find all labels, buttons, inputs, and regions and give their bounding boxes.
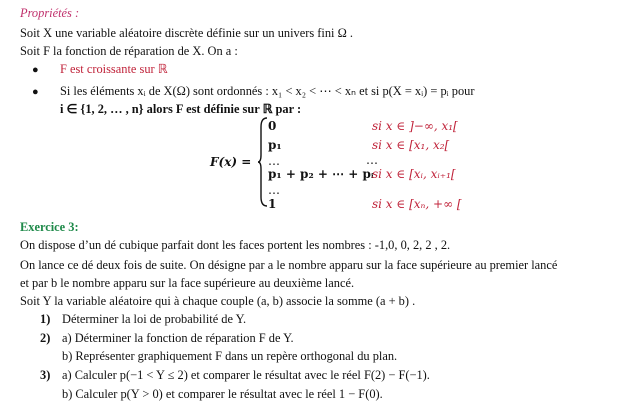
exercise-paragraph-4: Soit Y la variable aléatoire qui à chaque couple (a, b) associe la somme (a + b) . xyxy=(20,294,416,308)
bullet-text-2-cont: i ∈ {1, 2, … , n} alors F est définie sur ℝ par : xyxy=(60,102,302,116)
bullet-icon: ● xyxy=(32,86,39,98)
property-line-2: Soit F la fonction de réparation de X. On a : xyxy=(20,44,238,58)
piece-value-4: p₁ + p₂ + ⋯ + pᵢ xyxy=(268,167,374,181)
question-2b: b) Représenter graphiquement F dans un repère orthogonal du plan. xyxy=(62,349,398,363)
question-2a: a) Déterminer la fonction de réparation F de Y. xyxy=(62,331,294,345)
exercise-paragraph-2: On lance ce dé deux fois de suite. On désigne par a le nombre apparu sur la face supérieure au premier lancé xyxy=(20,258,558,272)
formula-lhs: F(x) = xyxy=(210,155,252,169)
question-1: Déterminer la loi de probabilité de Y. xyxy=(62,312,247,326)
exercise-paragraph-1: On dispose d’un dé cubique parfait dont les faces portent les nombres : -1,0, 0, 2, 2 , 2. xyxy=(20,238,451,252)
question-3a: a) Calculer p(−1 < Y ≤ 2) et comparer le résultat avec le réel F(2) − F(−1). xyxy=(62,368,430,382)
piece-cond-3: … xyxy=(366,153,378,167)
question-3b: b) Calculer p(Y > 0) et comparer le résultat avec le réel 1 − F(0). xyxy=(62,387,383,401)
property-line-1: Soit X une variable aléatoire discrète définie sur un univers fini Ω . xyxy=(20,26,353,40)
piece-cond-2: si x ∈ [x₁, x₂[ xyxy=(372,138,450,152)
piece-value-6: 1 xyxy=(268,197,277,211)
properties-title: Propriétés : xyxy=(20,6,80,20)
brace-icon xyxy=(258,117,268,207)
piece-value-1: 0 xyxy=(268,119,277,133)
piece-value-3: … xyxy=(268,154,280,168)
piece-cond-5: si x ∈ [xₙ, +∞ [ xyxy=(372,197,462,211)
exercise-paragraph-3: et par b le nombre apparu sur la face supérieure au deuxième lancé. xyxy=(20,276,355,290)
piece-value-5: … xyxy=(268,183,280,197)
bullet-icon: ● xyxy=(32,64,39,76)
exercise-title: Exercice 3: xyxy=(20,220,79,234)
question-number-3: 3) xyxy=(40,368,51,382)
piece-cond-1: si x ∈ ]−∞, x₁[ xyxy=(372,119,458,133)
bullet-text-1: F est croissante sur ℝ xyxy=(60,62,168,76)
question-number-1: 1) xyxy=(40,312,51,326)
piece-value-2: p₁ xyxy=(268,138,282,152)
piece-cond-4: si x ∈ [xᵢ, xᵢ₊₁[ xyxy=(372,167,456,181)
question-number-2: 2) xyxy=(40,331,51,345)
bullet-text-2: Si les éléments xᵢ de X(Ω) sont ordonnés : x₁ < x₂ < ⋯ < xₙ et si p(X = xᵢ) = pᵢ pour xyxy=(60,84,475,98)
